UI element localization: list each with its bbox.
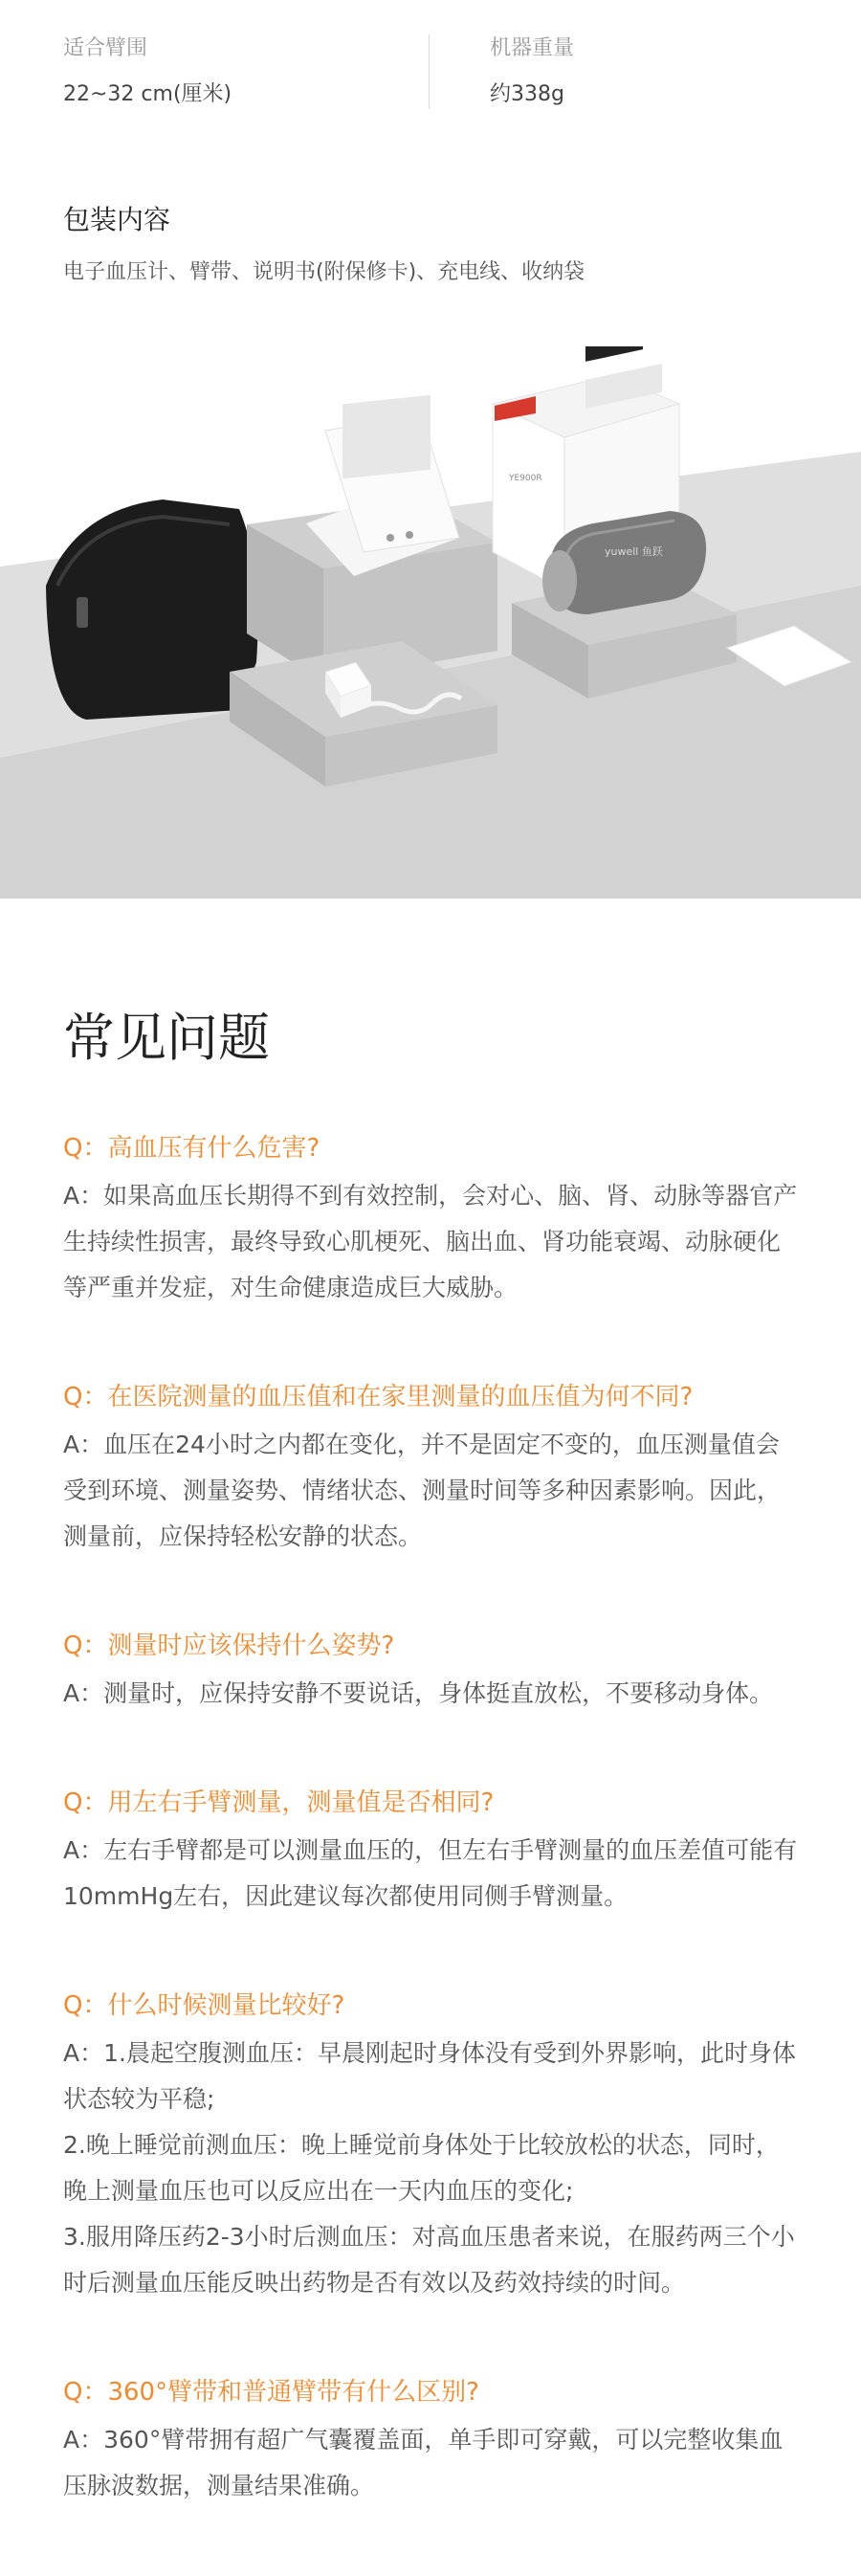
faq-question: Q：用左右手臂测量，测量值是否相同? — [63, 1788, 495, 1817]
product-illustration — [0, 346, 861, 899]
faq-item — [63, 1627, 800, 1717]
spec-label: 机器重量 — [490, 36, 575, 60]
faq-answer-line: 3.服用降压药2-3小时后测血压：对高血压患者来说，在服药两三个小时后测量血压能反映出药物是否有效以及药效持续的时间。 — [63, 2223, 795, 2297]
faq-item — [63, 1987, 800, 2306]
product-photo — [0, 346, 861, 899]
faq-item — [63, 1784, 800, 1920]
faq-question: Q：360°臂带和普通臂带有什么区别? — [63, 2378, 479, 2407]
spec-label: 适合臂围 — [63, 36, 148, 60]
faq-question: Q：什么时候测量比较好? — [63, 1991, 345, 2020]
faq-item — [63, 1129, 800, 1311]
faq-answer: A：左右手臂都是可以测量血压的，但左右手臂测量的血压差值可能有10mmHg左右，因此建议每次都使用同侧手臂测量。 — [63, 1836, 798, 1910]
cuff-brand-text: yuwell 鱼跃 — [605, 545, 663, 558]
faq-question: Q：在医院测量的血压值和在家里测量的血压值为何不同? — [63, 1383, 694, 1411]
faq-answer: A：测量时，应保持安静不要说话，身体挺直放松，不要移动身体。 — [63, 1679, 774, 1707]
faq-answer-line: 2.晚上睡觉前测血压：晚上睡觉前身体处于比较放松的状态，同时，晚上测量血压也可以反应出在一天内血压的变化; — [63, 2131, 780, 2205]
faq-item — [63, 1378, 800, 1560]
faq-answer: A：血压在24小时之内都在变化，并不是固定不变的，血压测量值会受到环境、测量姿势、情绪状态、测量时间等多种因素影响。因此，测量前，应保持轻松安静的状态。 — [63, 1431, 782, 1550]
package-contents: 电子血压计、臂带、说明书(附保修卡)、充电线、收纳袋 — [63, 260, 585, 284]
faq-title: 常见问题 — [63, 1008, 270, 1068]
faq-answer: A：360°臂带拥有超广气囊覆盖面，单手即可穿戴，可以完整收集血压脉波数据，测量结果准确。 — [63, 2426, 784, 2499]
spec-arm-size — [63, 33, 232, 111]
package-title: 包装内容 — [63, 204, 171, 235]
package-section — [0, 201, 861, 289]
faq-item — [63, 2373, 800, 2509]
faq-answer-line: A：1.晨起空腹测血压：早晨刚起时身体没有受到外界影响，此时身体状态较为平稳; — [63, 2039, 796, 2113]
specs-section — [0, 0, 861, 172]
faq-question: Q：高血压有什么危害? — [63, 1134, 320, 1163]
faq-answer: A：如果高血压长期得不到有效控制，会对心、脑、肾、动脉等器官产生持续性损害，最终导致心肌梗死、脑出血、肾功能衰竭、动脉硬化等严重并发症，对生命健康造成巨大威胁。 — [63, 1182, 798, 1301]
faq-question: Q：测量时应该保持什么姿势? — [63, 1632, 395, 1660]
spec-weight — [490, 33, 574, 111]
faq-section — [63, 1005, 800, 2576]
spec-value: 22~32 cm(厘米) — [63, 82, 232, 106]
spec-value: 约338g — [490, 82, 564, 106]
box-model-text: YE900R — [509, 474, 542, 483]
spec-divider — [429, 34, 430, 109]
